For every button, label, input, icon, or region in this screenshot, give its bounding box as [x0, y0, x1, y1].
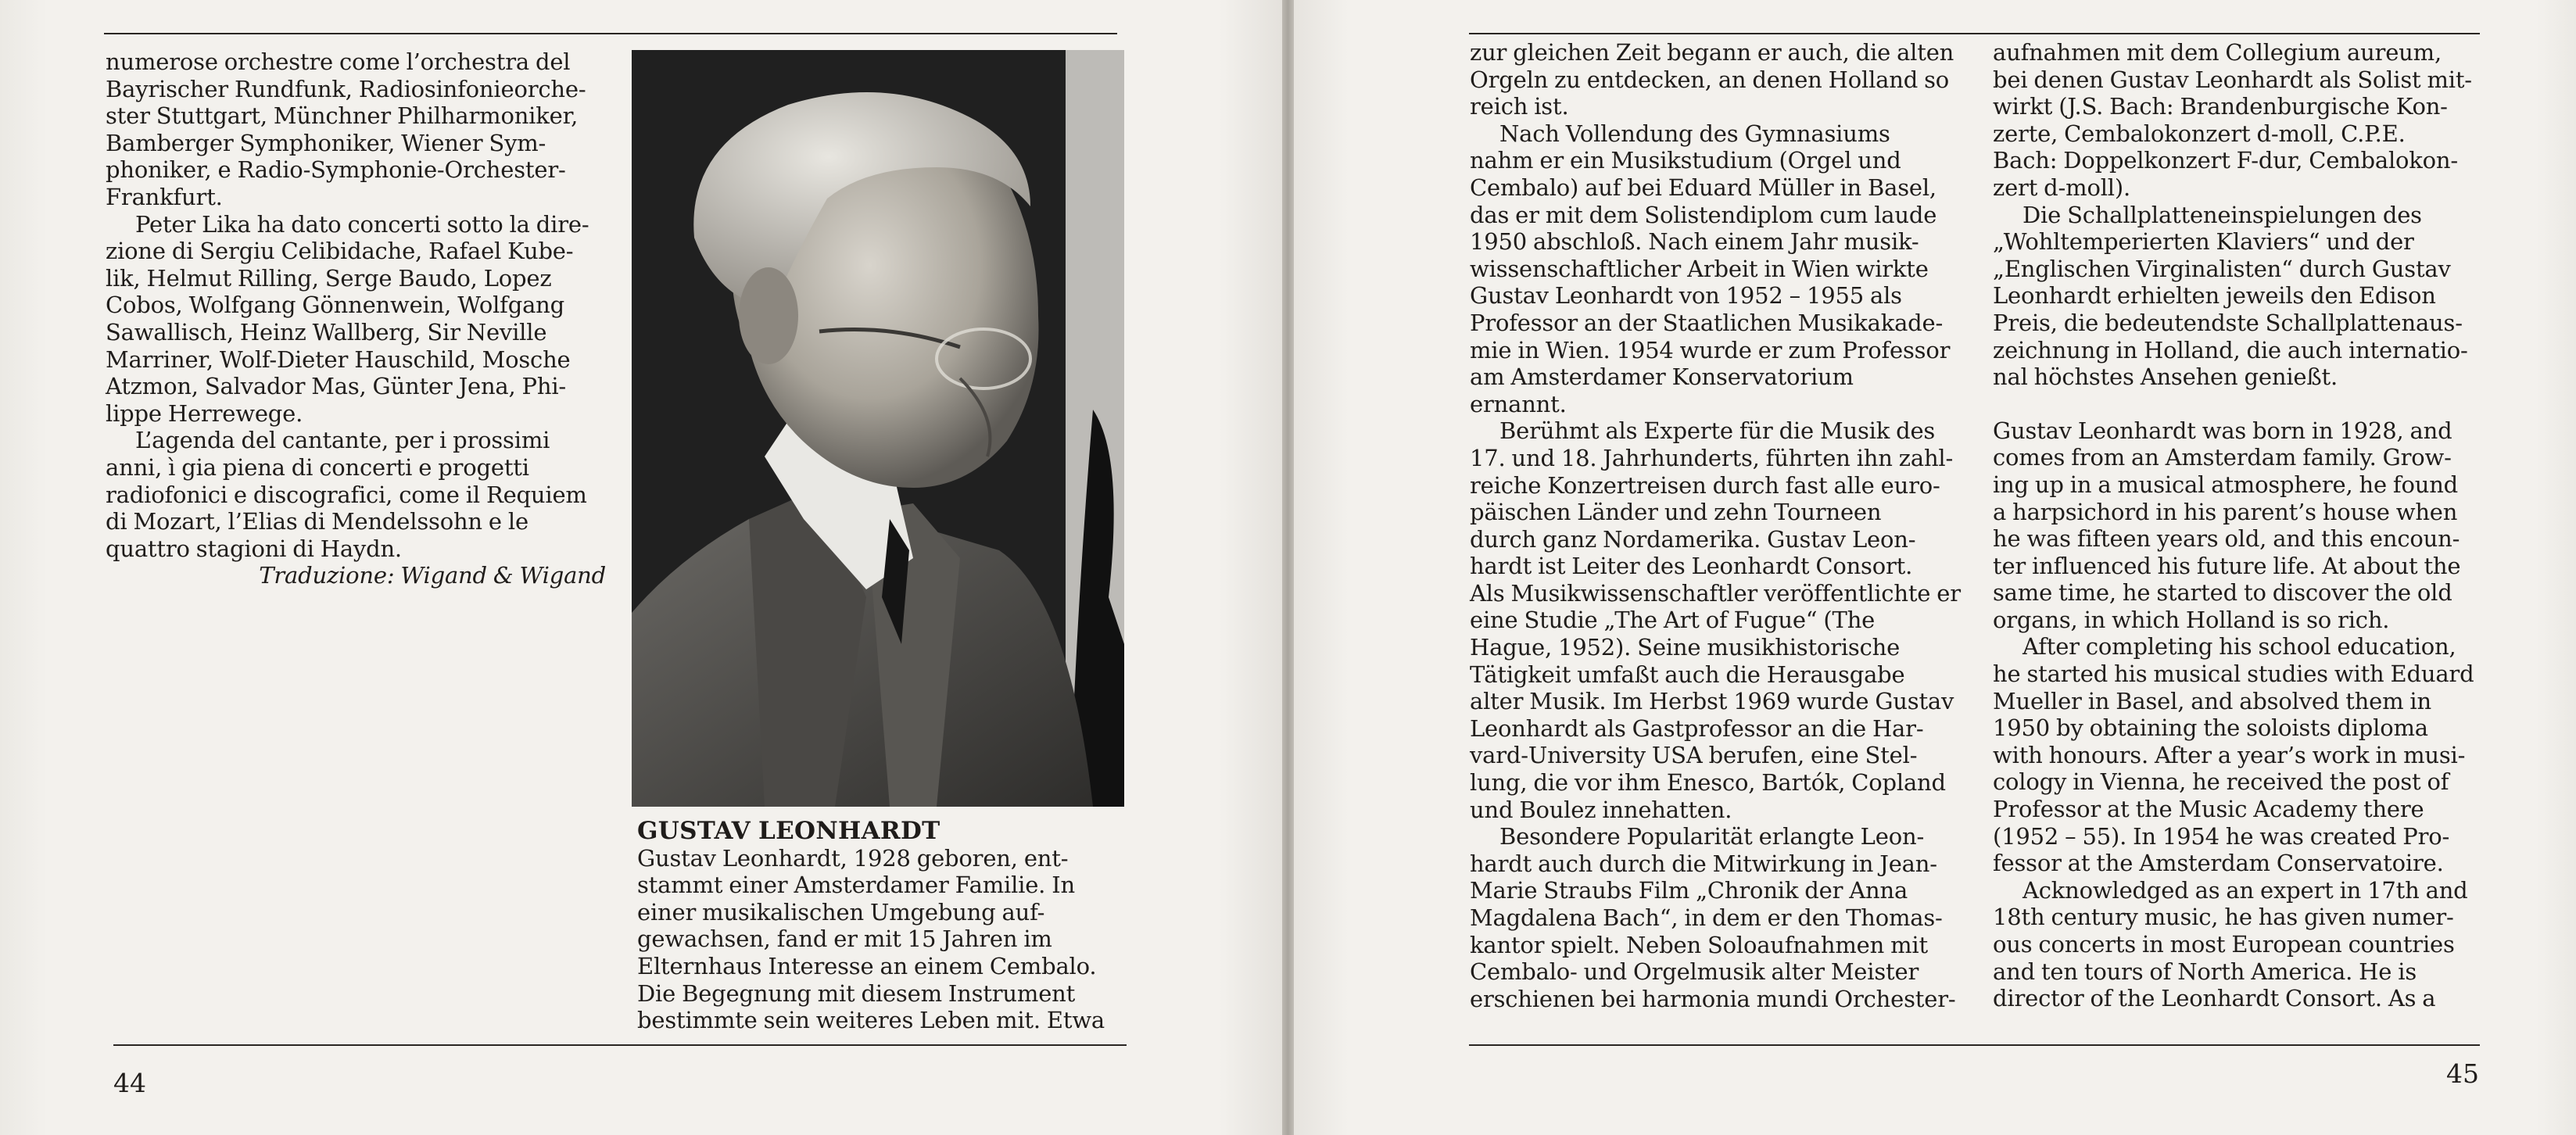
text-line: ing up in a musical atmosphere, he found [1993, 471, 2459, 498]
text-line: anni, ì gia piena di concerti e progetti [106, 453, 529, 481]
text-line: di Mozart, l’Elias di Mendelssohn e le [106, 508, 528, 535]
portrait-photo [632, 50, 1124, 807]
text-line: zeichnung in Holland, die auch internatio- [1993, 336, 2468, 363]
text-line: bestimmte sein weiteres Leben mit. Etwa [637, 1007, 1105, 1034]
text-line: ous concerts in most European countries [1993, 931, 2455, 958]
text-line: alter Musik. Im Herbst 1969 wurde Gustav [1470, 688, 1954, 715]
page-number: 44 [113, 1068, 146, 1098]
text-line: fessor at the Amsterdam Conservatoire. [1993, 850, 2444, 877]
text-line: Nach Vollendung des Gymnasiums [1499, 120, 1890, 147]
text-line: comes from an Amsterdam family. Grow- [1993, 444, 2452, 471]
text-line: aufnahmen mit dem Collegium aureum, [1993, 39, 2442, 66]
text-line: „Wohltemperierten Klaviers“ und der [1993, 228, 2414, 256]
text-line: nal höchstes Ansehen genießt. [1993, 363, 2338, 391]
text-line: 18th century music, he has given numer- [1993, 904, 2454, 931]
text-line: Leonhardt erhielten jeweils den Edison [1993, 282, 2436, 310]
text-line: 1950 by obtaining the soloists diploma [1993, 714, 2428, 742]
text-line: same time, he started to discover the old [1993, 579, 2452, 607]
text-line: L’agenda del cantante, per i prossimi [135, 427, 550, 454]
text-line: durch ganz Nordamerika. Gustav Leon- [1470, 525, 1916, 553]
column-2 [1993, 39, 2493, 1012]
right-page [1294, 0, 2576, 1135]
text-line: Marriner, Wolf-Dieter Hauschild, Mosche [106, 346, 571, 373]
left-page [0, 0, 1282, 1135]
bottom-rule [1469, 1044, 2480, 1046]
text-line: Elternhaus Interesse an einem Cembalo. [637, 952, 1097, 979]
bottom-rule [113, 1044, 1127, 1046]
text-line: erschienen bei harmonia mundi Orchester- [1470, 985, 1956, 1012]
text-line: Cembalo) auf bei Eduard Müller in Basel, [1470, 174, 1936, 201]
text-line: organs, in which Holland is so rich. [1993, 606, 2390, 633]
text-line: he started his musical studies with Eduard [1993, 661, 2474, 688]
text-line: Frankfurt. [106, 183, 223, 210]
text-line: und Boulez innehatten. [1470, 796, 1732, 823]
text-line: a harpsichord in his parent’s house when [1993, 498, 2458, 525]
caption [637, 818, 1138, 1034]
text-line: 17. und 18. Jahrhunderts, führten ihn zahl- [1470, 444, 1954, 471]
text-line: wirkt (J.S. Bach: Brandenburgische Kon- [1993, 93, 2448, 120]
text-line: Mueller in Basel, and absolved them in [1993, 687, 2431, 714]
text-line: Cembalo- und Orgelmusik alter Meister [1470, 958, 1919, 986]
text-line: „Englischen Virginalisten“ durch Gustav [1993, 255, 2451, 282]
text-line: ter influenced his future life. At about the [1993, 552, 2461, 579]
text-line: Orgeln zu entdecken, an denen Holland so [1470, 66, 1950, 93]
text-line: phoniker, e Radio-Symphonie-Orchester- [106, 156, 566, 184]
text-line: Gustav Leonhardt von 1952 – 1955 als [1470, 282, 1902, 310]
text-line: Bach: Doppelkonzert F-dur, Cembalokon- [1993, 147, 2458, 174]
text-line: Besondere Popularität erlangte Leon- [1499, 823, 1925, 850]
text-line: gewachsen, fand er mit 15 Jahren im [637, 926, 1052, 953]
text-line: Acknowledged as an expert in 17th and [2022, 876, 2468, 904]
top-rule [1469, 33, 2480, 34]
text-line: zur gleichen Zeit begann er auch, die alten [1470, 39, 1954, 66]
text-line: Leonhardt als Gastprofessor an die Har- [1470, 714, 1924, 742]
text-line: cology in Vienna, he received the post of [1993, 768, 2449, 796]
italian-column [106, 48, 606, 589]
text-line: Sawallisch, Heinz Wallberg, Sir Neville [106, 318, 547, 346]
text-line: radiofonici e discografici, come il Requiem [106, 481, 587, 508]
text-line: Gustav Leonhardt, 1928 geboren, ent- [637, 844, 1069, 872]
text-line: hardt auch durch die Mitwirkung in Jean- [1470, 850, 1937, 877]
top-rule [104, 33, 1117, 34]
text-line: Professor at the Music Academy there [1993, 796, 2424, 823]
text-line: wissenschaftlicher Arbeit in Wien wirkte [1470, 255, 1929, 282]
text-line: Professor an der Staatlichen Musikakade- [1470, 309, 1944, 336]
text-line: stammt einer Amsterdamer Familie. In [637, 872, 1075, 899]
text-line: einer musikalischen Umgebung auf- [637, 898, 1045, 926]
text-line: Magdalena Bach“, in dem er den Thomas- [1470, 904, 1943, 931]
text-line: After completing his school education, [2022, 633, 2456, 661]
text-line: 1950 abschloß. Nach einem Jahr musik- [1470, 228, 1919, 256]
text-line: lik, Helmut Rilling, Serge Baudo, Lopez [106, 264, 552, 292]
text-line: Atzmon, Salvador Mas, Günter Jena, Phi- [106, 373, 567, 400]
text-line: Bamberger Symphoniker, Wiener Sym- [106, 129, 546, 156]
caption-title: GUSTAV LEONHARDT [637, 817, 940, 845]
text-line: vard-University USA berufen, eine Stel- [1470, 742, 1918, 769]
text-line: zione di Sergiu Celibidache, Rafael Kube- [106, 238, 574, 265]
book-gutter [1282, 0, 1294, 1135]
text-line: Als Musikwissenschaftler veröffentlichte er [1470, 579, 1961, 607]
text-line: nahm er ein Musikstudium (Orgel und [1470, 147, 1901, 174]
page-number: 45 [2446, 1058, 2479, 1089]
text-line: (1952 – 55). In 1954 he was created Pro- [1993, 822, 2450, 850]
text-line: päischen Länder und zehn Tourneen [1470, 499, 1882, 526]
text-line: he was fifteen years old, and this encoun- [1993, 525, 2460, 553]
text-line: am Amsterdamer Konservatorium [1470, 363, 1854, 391]
text-line: Hague, 1952). Seine musikhistorische [1470, 634, 1901, 661]
text-line: mie in Wien. 1954 wurde er zum Professor [1470, 336, 1951, 363]
text-line: reiche Konzertreisen durch fast alle euro- [1470, 471, 1940, 499]
text-line: with honours. After a year’s work in musi- [1993, 741, 2466, 768]
text-line: Cobos, Wolfgang Gönnenwein, Wolfgang [106, 292, 565, 319]
text-line: eine Studie „The Art of Fugue“ (The [1470, 607, 1876, 634]
text-line: numerose orchestre come l’orchestra del [106, 48, 571, 75]
text-line: bei denen Gustav Leonhardt als Solist mit- [1993, 66, 2472, 93]
text-line: reich ist. [1470, 93, 1569, 120]
text-line: Marie Straubs Film „Chronik der Anna [1470, 877, 1908, 904]
text-line: quattro stagioni di Haydn. [106, 535, 402, 562]
text-line: Preis, die bedeutendste Schallplattenaus- [1993, 309, 2463, 336]
text-line: Die Begegnung mit diesem Instrument [637, 979, 1076, 1007]
text-line: Die Schallplatteneinspielungen des [2022, 201, 2422, 228]
text-line: zert d-moll). [1993, 174, 2130, 201]
text-line: Tätigkeit umfaßt auch die Herausgabe [1470, 661, 1905, 688]
text-line: ernannt. [1470, 390, 1567, 417]
text-line: zerte, Cembalokonzert d-moll, C.P.E. [1993, 120, 2406, 147]
translation-credit: Traduzione: Wigand & Wigand [259, 562, 606, 589]
text-line: hardt ist Leiter des Leonhardt Consort. [1470, 553, 1913, 580]
text-line: Bayrischer Rundfunk, Radiosinfonieorche- [106, 75, 586, 102]
text-line: director of the Leonhardt Consort. As a [1993, 985, 2436, 1012]
text-line: Berühmt als Experte für die Musik des [1499, 417, 1936, 445]
portrait-illustration [632, 50, 1124, 807]
german-column-1 [1470, 39, 1970, 1012]
text-line: Gustav Leonhardt was born in 1928, and [1993, 417, 2452, 444]
text-line: ster Stuttgart, Münchner Philharmoniker, [106, 102, 579, 130]
text-line: Peter Lika ha dato concerti sotto la dire- [135, 210, 589, 238]
text-line: and ten tours of North America. He is [1993, 958, 2417, 985]
text-line: lung, die vor ihm Enesco, Bartók, Copland [1470, 769, 1946, 797]
text-line: lippe Herrewege. [106, 399, 303, 427]
text-line: kantor spielt. Neben Soloaufnahmen mit [1470, 931, 1928, 958]
text-line: das er mit dem Solistendiplom cum laude [1470, 201, 1937, 228]
